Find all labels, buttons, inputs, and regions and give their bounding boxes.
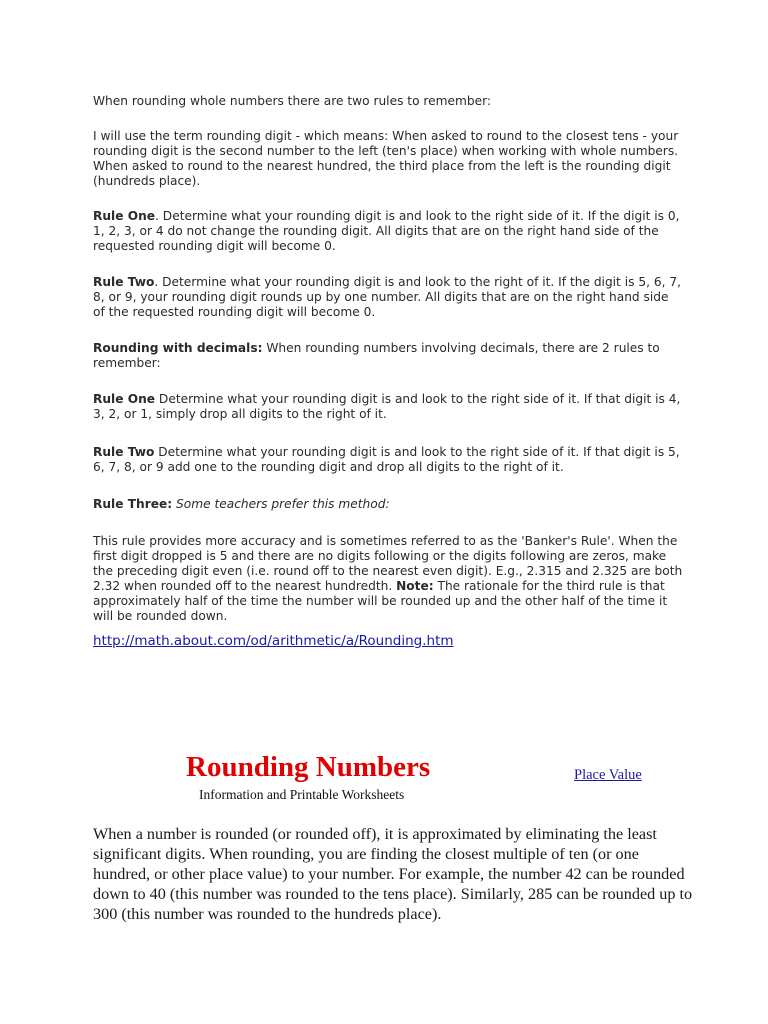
note-label: Note: [396, 579, 434, 593]
rule-label: Rule One [93, 392, 156, 406]
rule-text: . Determine what your rounding digit is and look to the right side of it. If the digit is 0, 1, 2, 3, or 4 do not change the rounding digit. All digits that are on the right hand side of the requested rounding digit will become 0. [93, 209, 680, 253]
decimals-label: Rounding with decimals: [93, 341, 263, 355]
intro-text: When rounding whole numbers there are two rules to remember: [93, 94, 492, 108]
rounding-explanation: When a number is rounded (or rounded off), it is approximated by eliminating the least significant digits. When rounding, you are finding the closest multiple of ten (or one hundred, or other place value) to your number. For example, the number 42 can be rounded down to 40 (this number was rounded to the tens place). Similarly, 285 can be rounded up to 300 (this number was rounded to the hundreds place). [93, 825, 693, 923]
rule-label: Rule Two [93, 275, 155, 289]
decimals-text: When rounding numbers involving decimals, there are 2 rules to remember: [93, 341, 660, 370]
bankers-rule-paragraph [93, 534, 683, 624]
whole-rule-two [93, 275, 683, 320]
decimal-rule-one [93, 392, 683, 422]
place-value-link[interactable]: Place Value [574, 767, 642, 783]
whole-rule-one [93, 209, 683, 254]
page-subtitle: Information and Printable Worksheets [199, 787, 405, 802]
bankers-note-text: The rationale for the third rule is that approximately half of the time the number will be rounded up and the other half of the time it will be rounded down. [93, 579, 668, 623]
rule-label: Rule Two [93, 445, 155, 459]
source-link[interactable]: http://math.about.com/od/arithmetic/a/Rounding.htm [93, 633, 454, 649]
rule-label: Rule Three: [93, 497, 173, 511]
decimals-heading [93, 341, 683, 371]
rule-label: Rule One [93, 209, 156, 223]
rule-text: Some teachers prefer this method: [172, 497, 390, 511]
rule-text: Determine what your rounding digit is and look to the right side of it. If that digit is 4, 3, 2, or 1, simply drop all digits to the right of it. [93, 392, 681, 421]
rounding-digit-definition: I will use the term rounding digit - which means: When asked to round to the closest tens - your rounding digit is the second number to the left (ten's place) when working with whole numbers. When asked to round to the nearest hundred, the third place from the left is the rounding digit (hundreds place). [93, 129, 679, 188]
rule-text: . Determine what your rounding digit is and look to the right of it. If the digit is 5, 6, 7, 8, or 9, your rounding digit rounds up by one number. All digits that are on the right hand side of the requested rounding digit will become 0. [93, 275, 681, 319]
page-title: Rounding Numbers [186, 751, 431, 783]
decimal-rule-two [93, 445, 683, 475]
rule-three [93, 497, 683, 512]
rule-text: Determine what your rounding digit is and look to the right side of it. If that digit is 5, 6, 7, 8, or 9 add one to the rounding digit and drop all digits to the right of it. [93, 445, 680, 474]
bankers-text: This rule provides more accuracy and is sometimes referred to as the 'Banker's Rule'. When the first digit dropped is 5 and there are no digits following or the digits following are zeros, make the preceding digit even (i.e. round off to the nearest even digit). E.g., 2.315 and 2.325 are both 2.32 when rounded off to the nearest hundredth. [93, 534, 683, 593]
